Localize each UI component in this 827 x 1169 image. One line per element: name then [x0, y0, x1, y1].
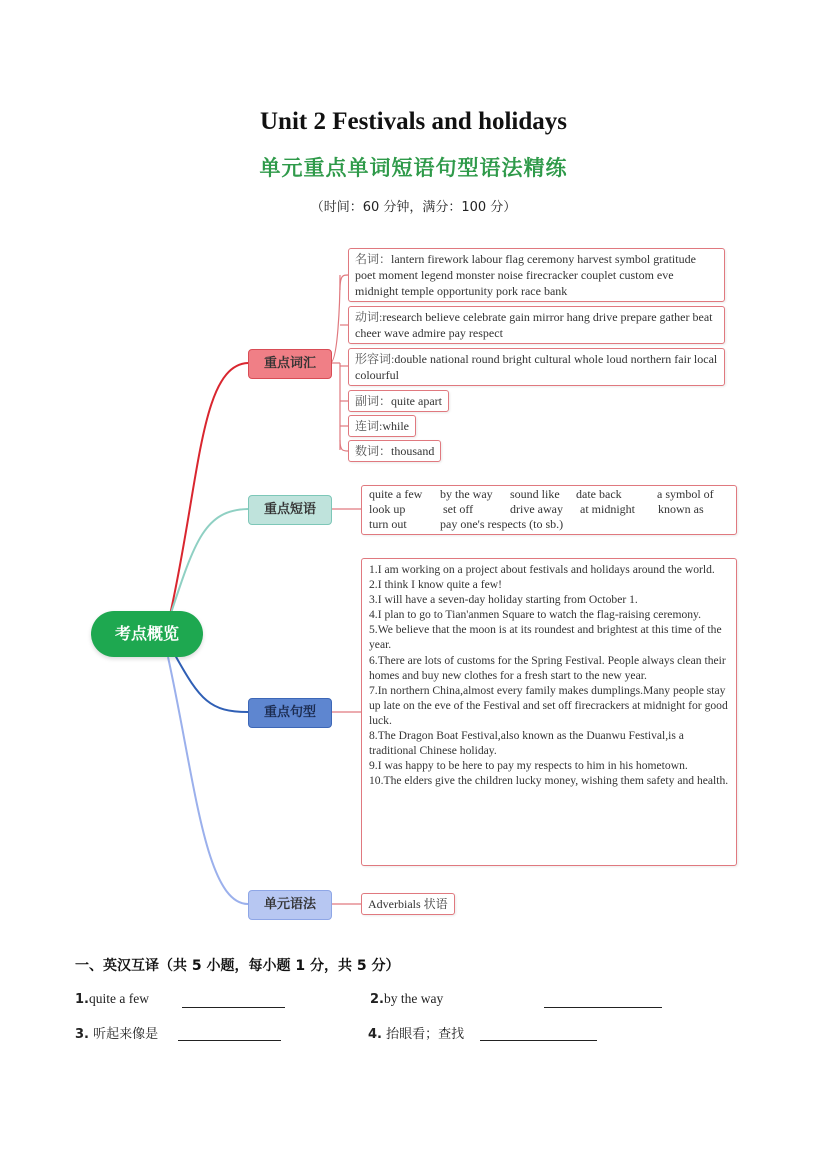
sentence: 6.There are lots of customs for the Spring Festival. People always clean their homes and buy new clothes for a fresh start to the new year.	[369, 653, 726, 682]
phrase: sound like	[510, 487, 560, 501]
document-title: Unit 2 Festivals and holidays	[259, 108, 567, 135]
item-number: 1.	[75, 992, 89, 1007]
connector-num	[340, 440, 348, 451]
vocab-text: while	[382, 419, 410, 433]
item-text: 抬眼看；查找	[386, 1027, 465, 1042]
item-number: 3.	[75, 1027, 89, 1042]
phrase-row	[369, 502, 729, 517]
phrase: set off	[443, 502, 474, 516]
sentence: 9.I was happy to be here to pay my respects to him in his hometown.	[369, 759, 688, 773]
item-text: quite a few	[88, 991, 149, 1006]
sentence: 7.In northern China,almost every family makes dumplings.Many people stay up late on the eve of the Festival and set off firecrackers at midnight for good luck.	[369, 683, 728, 727]
sentences-box	[361, 558, 737, 866]
phrase: a symbol of	[657, 487, 714, 501]
sentence: 3.I will have a seven-day holiday starting from October 1.	[369, 593, 638, 607]
phrase-row	[369, 487, 729, 502]
sentence: 2.I think I know quite a few!	[369, 578, 502, 592]
exercise-item-4	[368, 1023, 464, 1042]
time-info: （时间：60 分钟，满分：100 分）	[310, 200, 517, 215]
vocab-text: lantern firework labour flag ceremony harvest symbol gratitude poet moment legend monster noise firecracker couplet custom eve midnight temple opportunity pork race bank	[355, 252, 696, 298]
vocab-verb-box	[348, 306, 725, 344]
phrase: by the way	[440, 487, 493, 501]
exercise-item-3	[75, 1023, 158, 1042]
item-text: 听起来像是	[93, 1027, 159, 1042]
exercise-section-title: 一、英汉互译（共 5 小题，每小题 1 分，共 5 分）	[75, 958, 400, 974]
phrase: quite a few	[369, 487, 423, 501]
vocab-label: 形容词:	[355, 352, 395, 366]
vocab-adv-box	[348, 390, 449, 412]
vocab-noun-box	[348, 248, 725, 302]
phrase: date back	[576, 487, 622, 501]
answer-blank-1[interactable]	[182, 993, 285, 1008]
grammar-box: Adverbials 状语	[361, 893, 455, 915]
phrase: look up	[369, 502, 406, 516]
item-number: 2.	[370, 992, 384, 1007]
sentence: 10.The elders give the children lucky money, wishing them safety and health.	[369, 774, 729, 788]
sentence: 8.The Dragon Boat Festival,also known as the Duanwu Festival,is a traditional Chinese holiday.	[369, 729, 684, 758]
vocab-label: 副词：	[355, 394, 392, 408]
branch-grammar: 单元语法	[248, 890, 332, 920]
vocab-text: thousand	[391, 444, 435, 458]
branch-phrases: 重点短语	[248, 495, 332, 525]
vocab-num-box	[348, 440, 441, 462]
exercise-item-2	[370, 991, 443, 1007]
connector-grammar	[168, 657, 248, 904]
answer-blank-2[interactable]	[544, 993, 662, 1008]
phrase: known as	[658, 502, 704, 516]
phrase: pay one's respects (to sb.)	[440, 517, 564, 531]
branch-vocab: 重点词汇	[248, 349, 332, 379]
connector-sentences	[175, 655, 248, 712]
item-text: by the way	[383, 991, 444, 1006]
vocab-text: double national round bright cultural whole loud northern fair local colourful	[355, 352, 718, 382]
sentence: 4.I plan to go to Tian'anmen Square to watch the flag-raising ceremony.	[369, 608, 702, 622]
vocab-conj-box	[348, 415, 416, 437]
phrase: at midnight	[580, 502, 635, 516]
phrases-box	[361, 485, 737, 535]
exercise-item-1	[75, 991, 149, 1007]
sentence: 1.I am working on a project about festivals and holidays around the world.	[369, 563, 715, 576]
phrase-row	[369, 517, 729, 532]
sentence: 5.We believe that the moon is at its roundest and brightest at this time of the year.	[369, 623, 722, 652]
connector-noun	[340, 275, 348, 290]
item-number: 4.	[368, 1027, 382, 1042]
vocab-label: 动词:	[355, 310, 383, 324]
document-subtitle: 单元重点单词短语句型语法精练	[259, 156, 568, 180]
vocab-text: research believe celebrate gain mirror hang drive prepare gather beat cheer wave admire pay respect	[355, 310, 713, 340]
connector-phrases	[170, 509, 248, 616]
branch-sentences: 重点句型	[248, 698, 332, 728]
answer-blank-4[interactable]	[480, 1026, 597, 1041]
vocab-adj-box	[348, 348, 725, 386]
vocab-label: 连词:	[355, 419, 383, 433]
vocab-text: quite apart	[391, 394, 442, 408]
answer-blank-3[interactable]	[178, 1026, 281, 1041]
mindmap-root: 考点概览	[91, 611, 203, 657]
vocab-label: 名词：	[355, 252, 392, 266]
phrase: turn out	[369, 517, 407, 531]
vocab-label: 数词：	[355, 444, 392, 458]
phrase: drive away	[510, 502, 563, 516]
connector-vocab	[170, 363, 248, 615]
